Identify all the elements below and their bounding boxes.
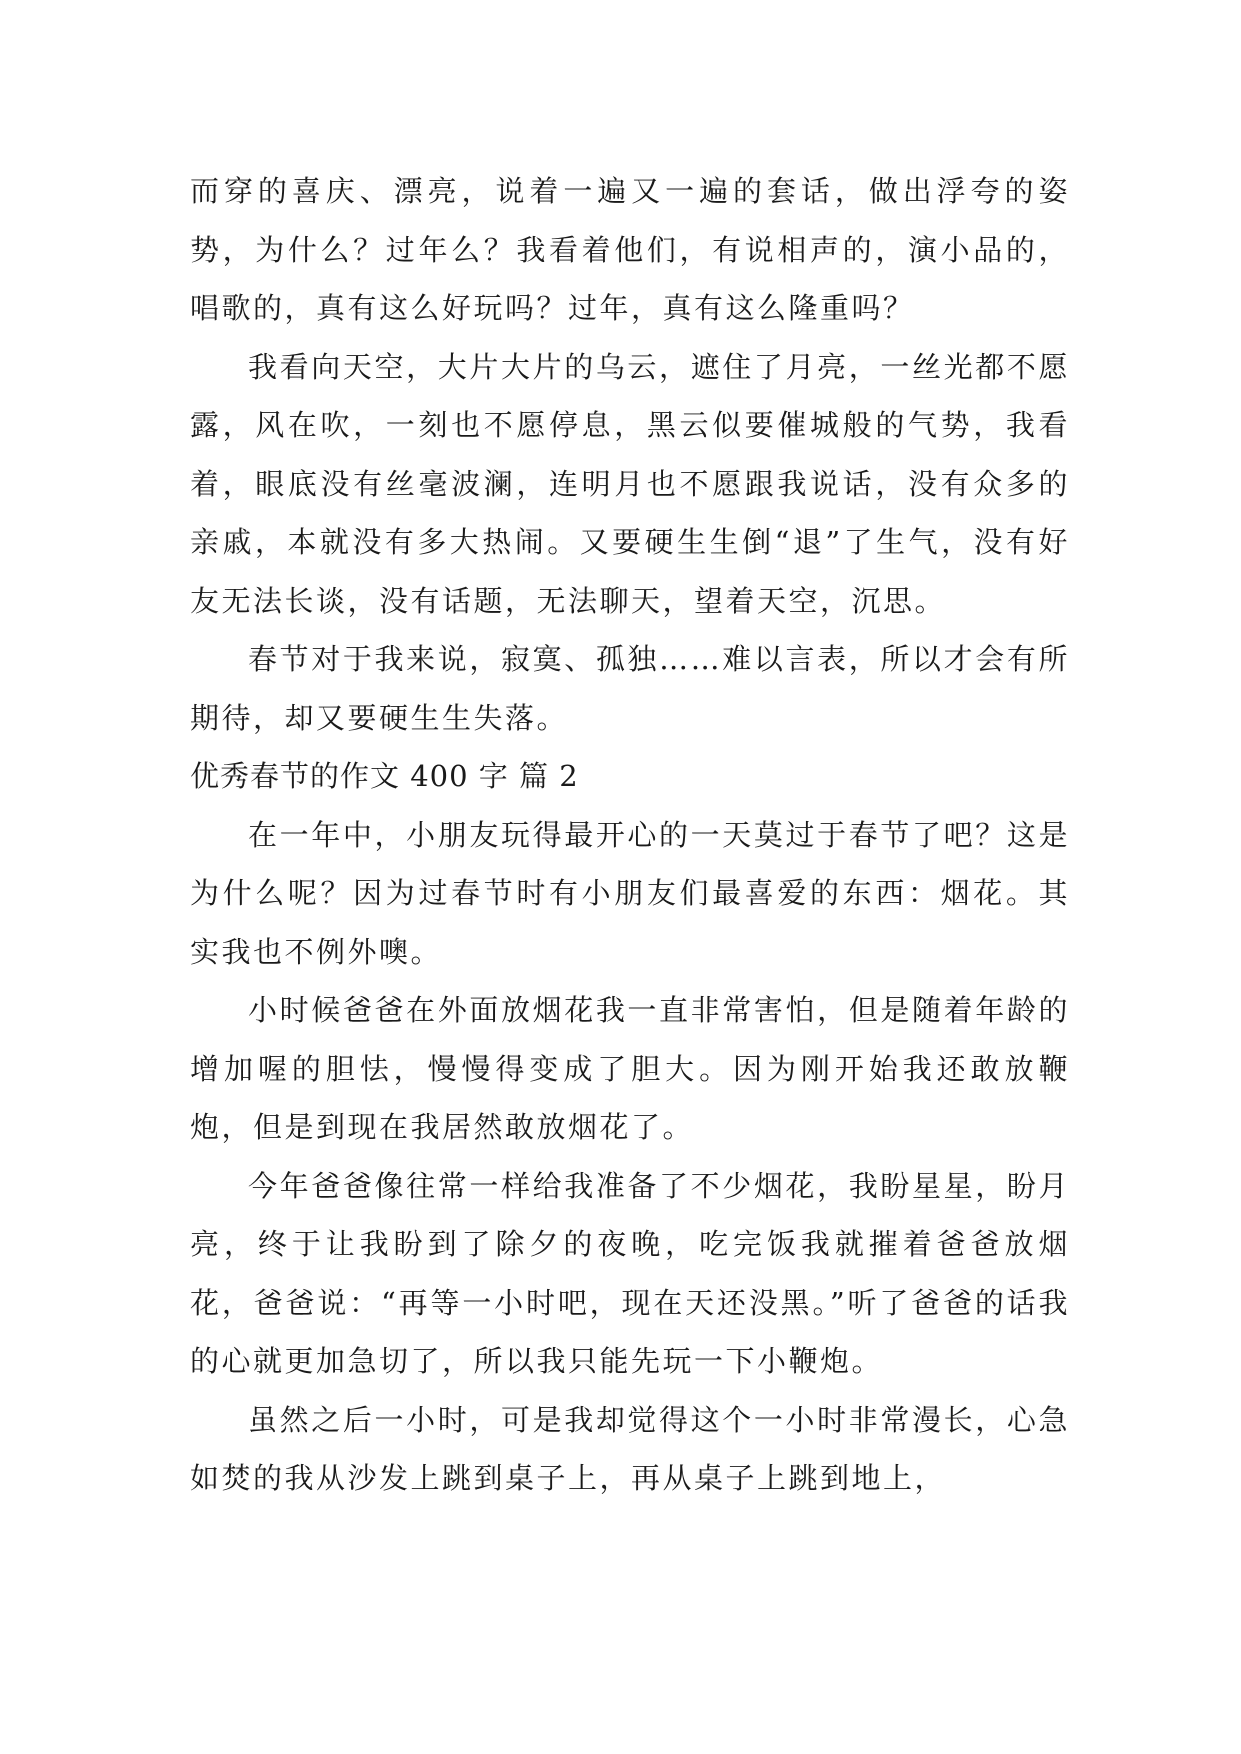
paragraph-childhood: 小时候爸爸在外面放烟花我一直非常害怕，但是随着年龄的增加喔的胆怯，慢慢得变成了胆大。因为刚开始我还敢放鞭炮，但是到现在我居然敢放烟花了。 — [190, 993, 1070, 1144]
paragraph-continued: 而穿的喜庆、漂亮，说着一遍又一遍的套话，做出浮夸的姿势，为什么？过年么？我看着他们，有说相声的，演小品的，唱歌的，真有这么好玩吗？过年，真有这么隆重吗？ — [190, 174, 1070, 325]
document-page — [190, 162, 1070, 1508]
paragraph-new-year-eve: 今年爸爸像往常一样给我准备了不少烟花，我盼星星，盼月亮，终于让我盼到了除夕的夜晚，吃完饭我就摧着爸爸放烟花，爸爸说：“再等一小时吧，现在天还没黑。”听了爸爸的话我的心就更加急切了，所以我只能先玩一下小鞭炮。 — [190, 1168, 1070, 1378]
paragraph-waiting: 虽然之后一小时，可是我却觉得这个一小时非常漫长，心急如焚的我从沙发上跳到桌子上，再从桌子上跳到地上， — [190, 1402, 1070, 1495]
section-heading: 优秀春节的作文 400 字 篇 2 — [190, 759, 579, 793]
paragraph-lonely: 春节对于我来说，寂寞、孤独……难以言表，所以才会有所期待，却又要硬生生失落。 — [190, 642, 1070, 735]
paragraph-sky: 我看向天空，大片大片的乌云，遮住了月亮，一丝光都不愿露，风在吹，一刻也不愿停息，黑云似要催城般的气势，我看着，眼底没有丝毫波澜，连明月也不愿跟我说话，没有众多的亲戚，本就没有多大热闹。又要硬生生倒“退”了生气，没有好友无法长谈，没有话题，无法聊天，望着天空，沉思。 — [190, 349, 1070, 618]
paragraph-fireworks-intro: 在一年中，小朋友玩得最开心的一天莫过于春节了吧？这是为什么呢？因为过春节时有小朋友们最喜爱的东西：烟花。其实我也不例外噢。 — [190, 817, 1070, 969]
